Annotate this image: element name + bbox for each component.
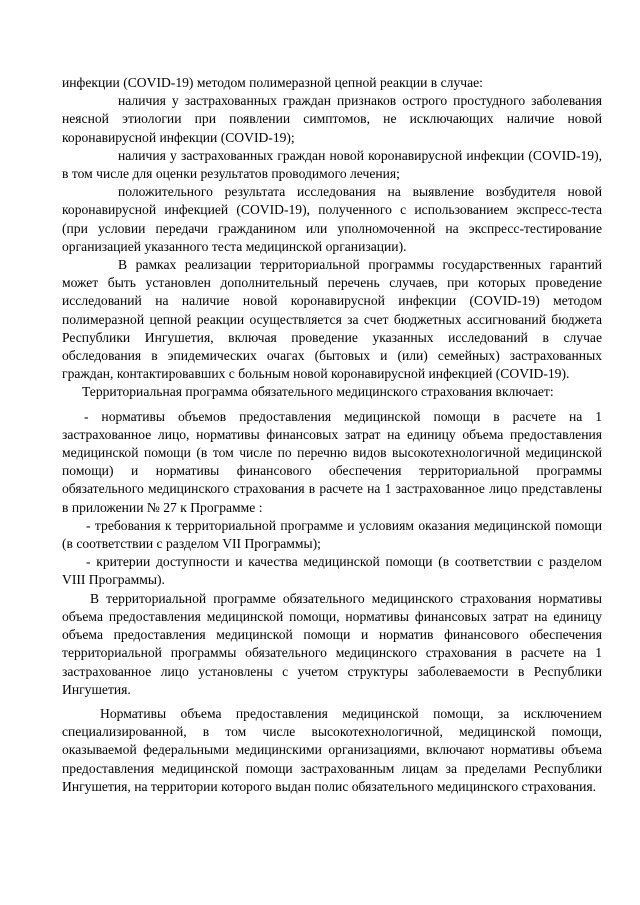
- paragraph-covid-pcr-intro: инфекции (COVID-19) методом полимеразной цепной реакции в случае:: [62, 75, 483, 90]
- paragraph-case-infection: наличия у застрахованных граждан новой коронавирусной инфекции (COVID-19), в том числе для оценки результатов проводимого лечения;: [62, 147, 602, 182]
- paragraph-case-symptoms: наличия у застрахованных граждан признаков острого простудного заболевания неясной этиологии при появлении симптомов, не исключающих наличие новой коронавирусной инфекции (COVID-19);: [62, 93, 602, 145]
- paragraph-volume-norms-outside: Нормативы объема предоставления медицинской помощи, за исключением специализированной, в том числе высокотехнологичной, медицинской помощи, оказываемой федеральными медицинскими организациями, включают нормативы объема предоставления медицинской помощи застрахованным лицам за пределами Республики Ингушетия, на территории которого выдан полис обязательного медицинского страхования.: [62, 705, 602, 794]
- paragraph-oms-norms: В территориальной программе обязательного медицинского страхования нормативы объема предоставления медицинской помощи, нормативы финансовых затрат на единицу объема предоставления медицинской помощи и норматив финансового обеспечения территориальной программы обязательного медицинского страхования в расчете на 1 застрахованное лицо установлены с учетом структуры заболеваемости в Республики Ингушетия.: [62, 590, 602, 697]
- paragraph-case-express-test: положительного результата исследования на выявление возбудителя новой коронавирусной инфекцией (COVID-19), полученного с использованием экспресс-теста (при условии передачи гражданином или уполномоченной на экспресс-тестирование организацией указанного теста медицинской организации).: [62, 184, 602, 254]
- list-item-requirements: - требования к территориальной программе и условиям оказания медицинской помощи (в соответствии с разделом VII Программы);: [62, 517, 602, 552]
- paragraph-additional-cases: В рамках реализации территориальной программы государственных гарантий может быть установлен дополнительный перечень случаев, при которых проведение исследований на наличие новой коронавирусной инфекции (COVID-19) методом полимеразной цепной реакции осуществляется за счет бюджетных ассигнований бюджета Республики Ингушетия, включая проведение указанных исследований в случае обследования в эпидемических очагах (бытовых и (или) семейных) застрахованных граждан, контактировавших с больным новой коронавирусной инфекцией (COVID-19).: [62, 257, 602, 382]
- paragraph-program-includes: Территориальная программа обязательного медицинского страхования включает:: [82, 384, 554, 400]
- list-item-quality-criteria: - критерии доступности и качества медицинской помощи (в соответствии с разделом VIII Программы).: [62, 554, 602, 588]
- list-item-volume-norms: - нормативы объемов предоставления медицинской помощи в расчете на 1 застрахованное лицо, нормативы финансовых затрат на единицу объема предоставления медицинской помощи (в том числе по перечню видов высокотехнологичной медицинской помощи) и нормативы финансового обеспечения территориальной программы обязательного медицинского страхования в расчете на 1 застрахованное лицо представлены в приложении № 27 к Программе :: [62, 408, 602, 515]
